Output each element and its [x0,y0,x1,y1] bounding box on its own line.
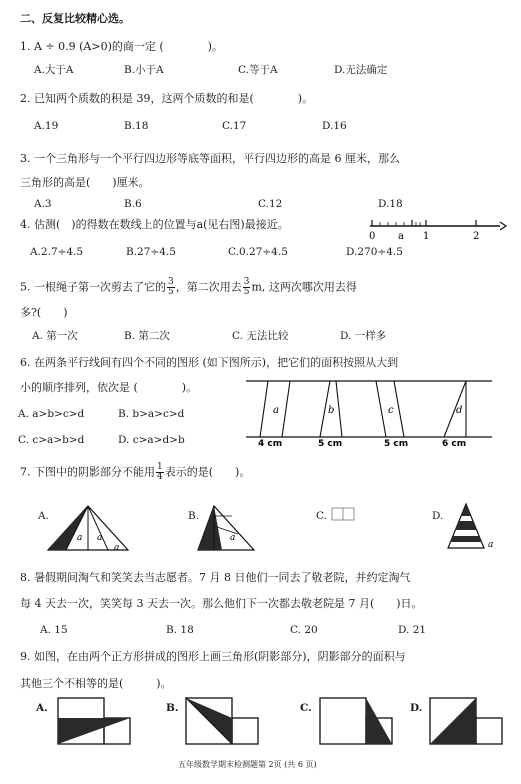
q6-base-b: 5 cm [318,439,343,449]
q7-figure-b [192,502,266,554]
q4-label-1: 1 [423,231,430,242]
section-title: 二、反复比较精心选。 [20,12,130,25]
q2-option-a[interactable]: A.19 [34,120,59,132]
q1-stem: 1. A ÷ 0.9 (A>0)的商一定 ( )。 [20,40,223,53]
q7-a-label-1: a [77,533,83,543]
q3-option-d[interactable]: D.18 [378,198,403,210]
q5-fraction-2: $\frac{3}{5}$ [243,277,250,297]
q3-option-b[interactable]: B.6 [124,198,142,210]
q1-option-d[interactable]: D.无法确定 [334,64,388,76]
q7-figure-a [44,502,134,554]
q7-b-label: a [230,533,236,543]
q5-fraction-1: $\frac{3}{5}$ [168,277,174,297]
q9-option-b[interactable]: B. [166,702,179,714]
q4-label-2: 2 [473,231,480,242]
q5-stem-line2: 多?( ) [20,306,68,319]
q2-option-d[interactable]: D.16 [322,120,347,132]
q5-stem-part-c: m, 这两次哪次用去得 [251,280,357,294]
q4-label-0: 0 [369,231,376,242]
page-footer: 五年级数学期末检测题第 2页 (共 6 页) [178,760,317,769]
q8-stem-line2: 每 4 天去一次，笑笑每 3 天去一次。那么他们下一次都去敬老院是 7 月( )日。 [20,597,423,610]
q8-option-b[interactable]: B. 18 [166,624,194,636]
q3-stem-line2: 三角形的高是( )厘米。 [20,176,150,189]
q5-option-b[interactable]: B. 第二次 [124,330,170,342]
q2-option-b[interactable]: B.18 [124,120,149,132]
q5-stem-part-a: 5. 一根绳子第一次剪去了它的 [20,280,166,294]
q9-figure-b [184,696,260,746]
q6-label-b: b [328,405,335,416]
q7-d-label: a [488,540,494,550]
q6-option-a[interactable]: A. a>b>c>d [18,408,85,420]
q6-label-a: a [273,405,279,416]
q7-option-c[interactable]: C. [316,510,327,522]
q4-stem: 4. 估测( )的得数在数线上的位置与a(见右图)最接近。 [20,218,289,231]
q3-option-c[interactable]: C.12 [258,198,283,210]
q4-option-b[interactable]: B.27÷4.5 [126,246,176,258]
q6-base-d: 6 cm [442,439,467,449]
q6-base-c: 5 cm [384,439,409,449]
q9-stem-line2: 其他三个不相等的是( )。 [20,677,172,690]
q6-option-d[interactable]: D. c>a>d>b [118,434,185,446]
q1-option-a[interactable]: A.大于A [34,64,74,76]
q5-option-a[interactable]: A. 第一次 [32,330,78,342]
q7-option-d[interactable]: D. [432,510,444,522]
q5-option-c[interactable]: C. 无法比较 [232,330,289,342]
q2-stem: 2. 已知两个质数的积是 39，这两个质数的和是( )。 [20,92,314,105]
q4-number-line [368,210,508,244]
q4-option-d[interactable]: D.270÷4.5 [346,246,403,258]
q9-option-a[interactable]: A. [36,702,48,714]
q6-option-c[interactable]: C. c>a>b>d [18,434,85,446]
q6-parallel-shapes-figure [246,375,496,449]
q3-stem-line1: 3. 一个三角形与一个平行四边形等底等面积，平行四边形的高是 6 厘米，那么 [20,152,400,165]
q7-stem [20,463,250,482]
q7-figure-d [446,500,502,556]
q5-stem-part-b: ，第二次用去 [175,280,242,294]
q7-option-a[interactable]: A. [38,510,49,522]
q8-option-a[interactable]: A. 15 [40,624,68,636]
q7-a-label-3: a [114,543,120,553]
q6-stem-line2: 小的顺序排列，依次是 ( )。 [20,381,198,394]
q4-option-a[interactable]: A.2.7÷4.5 [30,246,84,258]
q8-option-d[interactable]: D. 21 [398,624,427,636]
q7-option-b[interactable]: B. [188,510,200,522]
q7-fraction: $\frac{1}{4}$ [157,462,163,482]
q8-stem-line1: 8. 暑假期间淘气和笑笑去当志愿者。7 月 8 日他们一同去了敬老院，并约定淘气 [20,571,411,584]
q9-figure-a [56,696,132,746]
q6-stem-line1: 6. 在两条平行线间有四个不同的图形 (如下图所示)，把它们的面积按照从大到 [20,356,399,369]
q6-label-c: c [388,405,394,416]
q4-label-a: a [398,231,404,242]
q9-stem-line1: 9. 如图，在由两个正方形拼成的图形上画三角形(阴影部分)，阴影部分的面积与 [20,650,406,663]
q3-option-a[interactable]: A.3 [34,198,52,210]
q9-figure-c [318,696,394,746]
q9-figure-d [428,696,504,746]
q7-stem-part-b: 表示的是( )。 [164,465,251,479]
q6-option-b[interactable]: B. b>a>c>d [118,408,185,420]
q2-option-c[interactable]: C.17 [222,120,247,132]
q5-option-d[interactable]: D. 一样多 [340,330,387,342]
q7-a-label-2: a [97,533,103,543]
q1-option-c[interactable]: C.等于A [238,64,278,76]
q9-option-c[interactable]: C. [300,702,312,714]
q7-figure-c [330,504,370,524]
q4-option-c[interactable]: C.0.27÷4.5 [228,246,288,258]
q9-option-d[interactable]: D. [410,702,423,714]
q5-stem-line1 [20,278,357,297]
q6-label-d: d [456,405,463,416]
q7-stem-part-a: 7. 下图中的阴影部分不能用 [20,465,155,479]
q8-option-c[interactable]: C. 20 [290,624,318,636]
q1-option-b[interactable]: B.小于A [124,64,164,76]
q6-base-a: 4 cm [258,439,283,449]
